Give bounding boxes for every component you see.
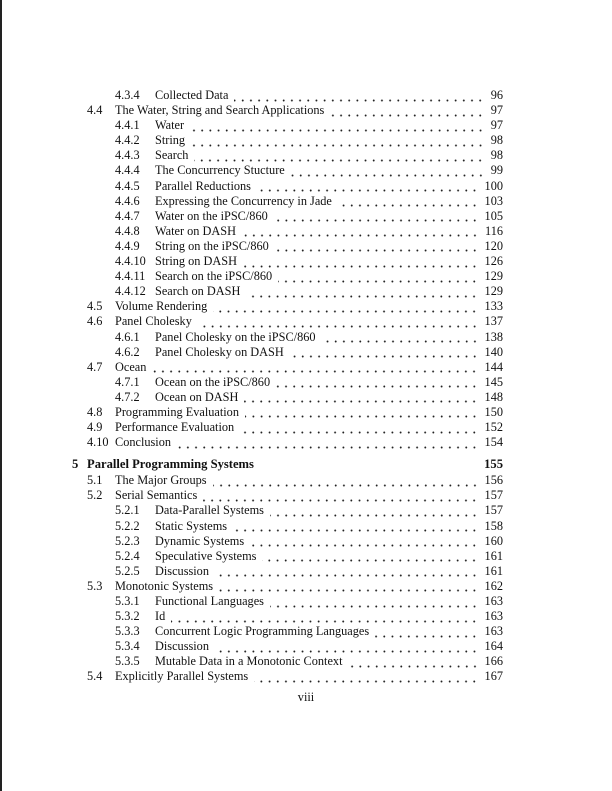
dot-leader: [338, 194, 479, 209]
section-number: 4.4.6: [115, 193, 140, 208]
section-page: 98: [490, 133, 503, 148]
section-number: 4.4.5: [115, 178, 140, 193]
section-page: 145: [484, 374, 503, 389]
section-title: Dynamic Systems: [155, 533, 245, 548]
page-number: viii: [297, 690, 315, 704]
toc-entry: [0, 579, 503, 594]
section-number: 5.3.2: [115, 609, 140, 624]
toc-entry: [0, 473, 503, 488]
section-number: 5.3.3: [115, 624, 140, 639]
section-number: 4.4.8: [115, 223, 140, 238]
section-number: 4.6: [87, 314, 103, 329]
dot-leader: [244, 390, 478, 405]
toc-entry: [0, 549, 503, 564]
dot-leader: [245, 405, 479, 420]
section-page: 116: [485, 223, 503, 238]
section-title: String: [155, 133, 186, 148]
section-title: Search: [155, 148, 189, 163]
section-number: 4.7.1: [115, 374, 140, 389]
toc-entry: [0, 594, 503, 609]
toc-entry: [0, 405, 503, 420]
section-number: 4.10: [87, 435, 109, 450]
dot-leader: [246, 284, 478, 299]
section-number: 5.2.2: [115, 518, 140, 533]
dot-leader: [250, 534, 478, 549]
dot-leader: [152, 360, 478, 375]
section-page: 163: [484, 624, 503, 639]
dot-leader: [190, 118, 485, 133]
section-page: 156: [484, 473, 503, 488]
dot-leader: [242, 224, 479, 239]
section-title: Parallel Reductions: [155, 178, 251, 193]
toc-entry: [0, 345, 503, 360]
section-title: Static Systems: [155, 518, 228, 533]
section-page: 148: [484, 389, 503, 404]
section-title: Panel Cholesky: [115, 314, 192, 329]
section-title: Explicitly Parallel Systems: [115, 669, 249, 684]
section-title: String on DASH: [155, 254, 237, 269]
dot-leader: [274, 209, 479, 224]
section-title: Mutable Data in a Monotonic Context: [155, 654, 343, 669]
section-page: 98: [490, 148, 503, 163]
section-page: 133: [484, 299, 503, 314]
section-number: 4.4.10: [115, 254, 146, 269]
dot-leader: [330, 103, 484, 118]
section-page: 163: [484, 594, 503, 608]
toc-entry: [0, 609, 503, 624]
section-page: 97: [490, 118, 503, 133]
dot-leader: [203, 488, 478, 503]
section-number: 4.3.4: [115, 88, 140, 102]
section-title: Concurrent Logic Programming Languages: [155, 624, 370, 639]
section-number: 4.6.1: [115, 329, 140, 344]
section-page: 96: [490, 88, 503, 102]
dot-leader: [276, 375, 478, 390]
section-title: Panel Cholesky on the iPSC/860: [155, 329, 316, 344]
dot-leader: [254, 669, 478, 684]
toc-entry: [0, 534, 503, 549]
section-number: 4.4.9: [115, 238, 140, 253]
dot-leader: [257, 179, 479, 194]
dot-leader: [240, 420, 478, 435]
section-title: Discussion: [155, 639, 209, 654]
toc-entry: [0, 519, 503, 534]
section-page: 150: [484, 404, 503, 419]
dot-leader: [322, 330, 479, 345]
section-number: 4.4.4: [115, 163, 140, 178]
section-number: 4.9: [87, 420, 103, 435]
section-title: Programming Evaluation: [115, 404, 239, 419]
section-number: 4.4.12: [115, 284, 146, 299]
section-page: 160: [484, 533, 503, 548]
section-page: 164: [484, 639, 503, 654]
section-title: Serial Semantics: [115, 488, 198, 503]
section-page: 140: [484, 344, 503, 359]
toc-entry: [0, 314, 503, 329]
toc-entry: [0, 390, 503, 405]
toc-chapter-entry: [0, 457, 503, 473]
toc-entry: [0, 148, 503, 163]
section-title: Collected Data: [155, 88, 229, 102]
dot-leader: [234, 88, 484, 103]
toc-entry: [0, 118, 503, 133]
section-number: 4.4: [87, 103, 103, 118]
section-page: 103: [484, 193, 503, 208]
toc-entry: [0, 654, 503, 669]
section-page: 100: [484, 178, 503, 193]
dot-leader: [215, 639, 479, 654]
dot-leader: [191, 133, 485, 148]
section-title: Functional Languages: [155, 594, 264, 608]
section-title: Expressing the Concurrency in Jade: [155, 193, 332, 208]
dot-leader: [270, 503, 479, 518]
dot-leader: [213, 299, 478, 314]
section-title: Water: [155, 118, 185, 133]
toc-entry: [0, 163, 503, 178]
section-page: 167: [484, 669, 503, 684]
section-page: 144: [484, 359, 503, 374]
dot-leader: [233, 519, 478, 534]
toc-entry: [0, 435, 503, 450]
dot-leader: [219, 579, 479, 594]
toc-entry: [0, 564, 503, 579]
section-title: String on the iPSC/860: [155, 238, 269, 253]
section-number: 5: [72, 457, 79, 472]
section-page: 161: [484, 548, 503, 563]
section-number: 4.4.1: [115, 118, 140, 133]
dot-leader: [262, 549, 478, 564]
table-of-contents: [0, 88, 503, 685]
section-number: 4.4.7: [115, 208, 140, 223]
section-page: 161: [484, 563, 503, 578]
section-title: The Concurrency Stucture: [155, 163, 285, 178]
toc-entry: [0, 254, 503, 269]
section-page: 158: [484, 518, 503, 533]
section-number: 4.5: [87, 299, 103, 314]
dot-leader: [194, 148, 484, 163]
section-title: Parallel Programming Systems: [87, 457, 254, 472]
section-number: 4.4.2: [115, 133, 140, 148]
section-page: 120: [484, 238, 503, 253]
section-number: 5.2.4: [115, 548, 140, 563]
toc-entry: [0, 624, 503, 639]
section-title: Data-Parallel Systems: [155, 503, 264, 518]
section-page: 129: [484, 269, 503, 284]
toc-entry: [0, 209, 503, 224]
section-title: Water on the iPSC/860: [155, 208, 268, 223]
toc-entry: [0, 239, 503, 254]
toc-entry: [0, 194, 503, 209]
dot-leader: [177, 435, 479, 450]
section-number: 4.6.2: [115, 344, 140, 359]
section-page: 157: [484, 503, 503, 518]
section-title: Ocean on DASH: [155, 389, 239, 404]
section-title: Monotonic Systems: [115, 578, 214, 593]
toc-entry: [0, 133, 503, 148]
section-number: 5.2: [87, 488, 103, 503]
dot-leader: [243, 254, 479, 269]
section-page: 129: [484, 284, 503, 299]
section-number: 4.7.2: [115, 389, 140, 404]
section-page: 137: [484, 314, 503, 329]
section-number: 5.3.5: [115, 654, 140, 669]
section-title: The Major Groups: [115, 473, 207, 488]
section-number: 4.4.11: [115, 269, 146, 284]
dot-leader: [198, 314, 479, 329]
section-page: 163: [484, 609, 503, 624]
dot-leader: [171, 609, 478, 624]
toc-entry: [0, 503, 503, 518]
toc-entry: [0, 284, 503, 299]
section-number: 4.7: [87, 359, 103, 374]
section-title: The Water, String and Search Applications: [115, 103, 325, 118]
dot-leader: [375, 624, 478, 639]
section-page: 99: [490, 163, 503, 178]
section-title: Performance Evaluation: [115, 420, 235, 435]
section-page: 138: [484, 329, 503, 344]
dot-leader: [290, 345, 479, 360]
toc-entry: [0, 420, 503, 435]
section-title: Search on DASH: [155, 284, 241, 299]
toc-entry: [0, 88, 503, 103]
section-number: 5.3: [87, 578, 103, 593]
section-page: 154: [484, 435, 503, 450]
section-title: Id: [155, 609, 166, 624]
toc-entry: [0, 669, 503, 684]
section-page: 152: [484, 420, 503, 435]
dot-leader: [278, 269, 478, 284]
dot-leader: [275, 239, 479, 254]
section-number: 5.2.5: [115, 563, 140, 578]
toc-entry: [0, 269, 503, 284]
section-title: Speculative Systems: [155, 548, 257, 563]
dot-leader: [213, 473, 479, 488]
section-title: Volume Rendering: [115, 299, 208, 314]
dot-leader: [291, 163, 485, 178]
section-number: 4.4.3: [115, 148, 140, 163]
toc-entry: [0, 488, 503, 503]
section-page: 157: [484, 488, 503, 503]
dot-leader: [215, 564, 479, 579]
section-number: 5.2.1: [115, 503, 140, 518]
section-title: Ocean on the iPSC/860: [155, 374, 271, 389]
toc-entry: [0, 330, 503, 345]
section-number: 5.1: [87, 473, 103, 488]
toc-entry: [0, 375, 503, 390]
section-number: 5.3.4: [115, 639, 140, 654]
section-title: Ocean: [115, 359, 147, 374]
section-page: 155: [484, 457, 503, 472]
section-title: Discussion: [155, 563, 209, 578]
section-number: 5.4: [87, 669, 103, 684]
section-page: 105: [484, 208, 503, 223]
toc-entry: [0, 179, 503, 194]
section-title: Water on DASH: [155, 223, 236, 238]
section-page: 166: [484, 654, 503, 669]
dot-leader: [270, 594, 479, 609]
toc-entry: [0, 299, 503, 314]
section-number: 5.3.1: [115, 594, 140, 608]
toc-entry: [0, 639, 503, 654]
toc-entry: [0, 224, 503, 239]
section-page: 126: [484, 254, 503, 269]
section-title: Search on the iPSC/860: [155, 269, 273, 284]
toc-entry: [0, 360, 503, 375]
section-title: Conclusion: [115, 435, 172, 450]
dot-leader: [349, 654, 479, 669]
section-title: Panel Cholesky on DASH: [155, 344, 284, 359]
toc-entry: [0, 103, 503, 118]
section-number: 5.2.3: [115, 533, 140, 548]
section-number: 4.8: [87, 404, 103, 419]
section-page: 162: [484, 578, 503, 593]
section-page: 97: [490, 103, 503, 118]
